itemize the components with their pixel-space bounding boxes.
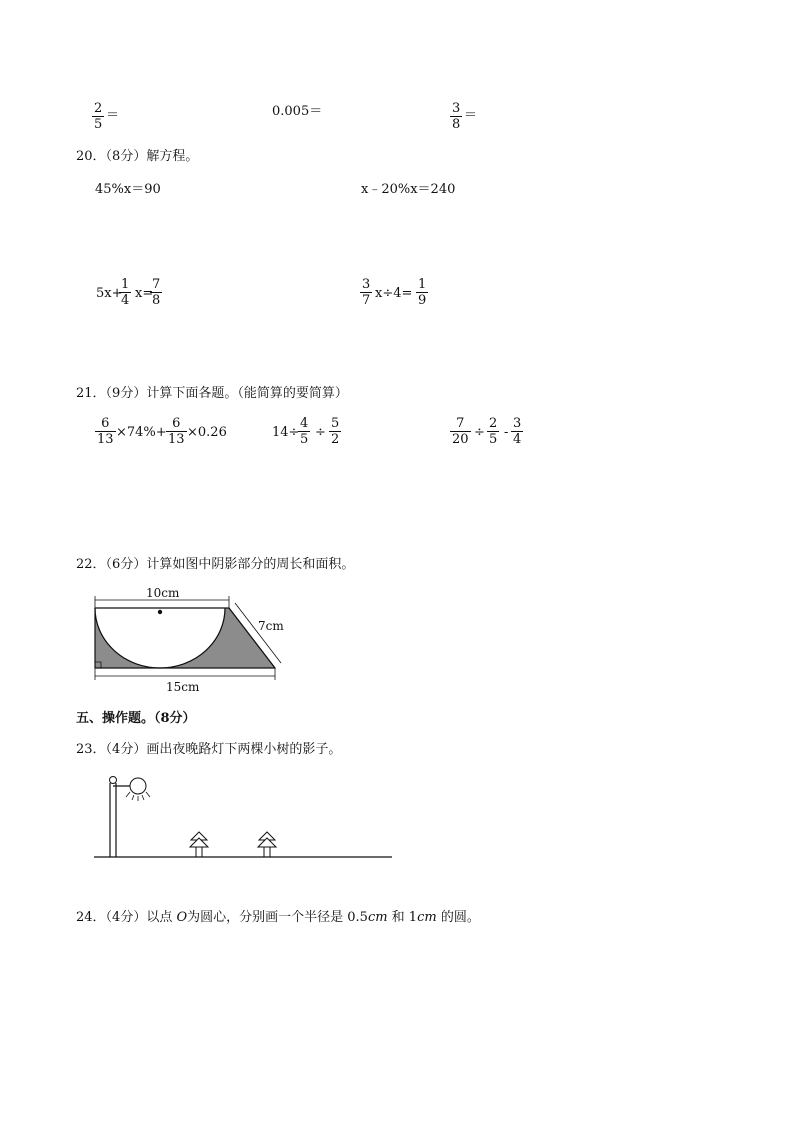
label-bottom: 15cm bbox=[166, 680, 200, 694]
lamp-bulb bbox=[130, 778, 146, 794]
question-23-title: 23．（4分）画出夜晚路灯下两棵小树的影子。 bbox=[76, 742, 342, 757]
equation-2: x﹣20%x＝240 bbox=[361, 182, 456, 197]
denominator: 2 bbox=[331, 432, 340, 447]
numerator: 6 bbox=[166, 416, 187, 432]
denominator: 4 bbox=[513, 432, 522, 447]
numerator: 2 bbox=[489, 416, 498, 431]
fraction-5-2 bbox=[329, 416, 341, 447]
eq4-middle: x÷4= bbox=[375, 286, 413, 301]
shaded-area-figure bbox=[80, 582, 320, 702]
fraction-1-9 bbox=[416, 277, 428, 308]
denominator: 5 bbox=[94, 117, 103, 132]
expr2-middle: ÷ bbox=[315, 425, 326, 440]
tree-2 bbox=[258, 832, 276, 857]
denominator: 5 bbox=[489, 432, 498, 447]
numerator: 5 bbox=[331, 416, 340, 431]
lamp-post-top bbox=[110, 777, 117, 784]
question-20-title: 20．（8分）解方程。 bbox=[76, 149, 199, 164]
unit-cm-2: cm bbox=[417, 910, 437, 925]
point-o-label: O bbox=[176, 910, 188, 925]
numerator: 7 bbox=[450, 416, 471, 432]
numerator: 3 bbox=[362, 277, 371, 292]
denominator: 4 bbox=[121, 293, 130, 308]
numerator: 3 bbox=[452, 101, 461, 116]
q24-middle: 为圆心，分别画一个半径是 0.5 bbox=[187, 910, 368, 925]
numerator: 2 bbox=[94, 101, 103, 116]
numerator: 4 bbox=[300, 416, 309, 431]
question-24-title bbox=[76, 910, 480, 926]
expr2-prefix: 14÷ bbox=[272, 425, 300, 440]
expression-0005: 0.005＝ bbox=[272, 104, 323, 119]
eq3-prefix: 5x+ bbox=[96, 286, 123, 301]
question-22-title: 22．（6分）计算如图中阴影部分的周长和面积。 bbox=[76, 557, 355, 572]
fraction-6-13 bbox=[166, 416, 187, 447]
expr1-suffix: ×0.26 bbox=[187, 425, 227, 440]
denominator: 7 bbox=[362, 293, 371, 308]
fraction-2-5 bbox=[487, 416, 499, 447]
numerator: 1 bbox=[121, 277, 130, 292]
section-5-title: 五、操作题。（8分） bbox=[76, 711, 196, 726]
eq3-middle: x= bbox=[135, 286, 154, 301]
denominator: 20 bbox=[452, 432, 469, 447]
q24-suffix: 的圆。 bbox=[436, 910, 480, 925]
numerator: 3 bbox=[513, 416, 522, 431]
fraction-7-8 bbox=[150, 277, 162, 308]
fraction-4-5 bbox=[298, 416, 310, 447]
equals-sign: ＝ bbox=[464, 108, 478, 123]
streetlight-figure bbox=[90, 770, 395, 862]
fraction-3-4 bbox=[511, 416, 523, 447]
fraction-7-20 bbox=[450, 416, 471, 447]
denominator: 9 bbox=[418, 293, 427, 308]
numerator: 6 bbox=[95, 416, 116, 432]
numerator: 7 bbox=[152, 277, 161, 292]
fraction-6-13 bbox=[95, 416, 116, 447]
q24-middle-2: 和 1 bbox=[387, 910, 418, 925]
denominator: 5 bbox=[300, 432, 309, 447]
center-dot bbox=[158, 610, 162, 614]
expr1-middle: ×74%+ bbox=[116, 425, 167, 440]
denominator: 13 bbox=[97, 432, 114, 447]
fraction-3-7 bbox=[360, 277, 372, 308]
fraction-3-8 bbox=[450, 101, 462, 132]
equation-1: 45%x＝90 bbox=[95, 182, 161, 197]
expr3-minus: - bbox=[504, 425, 509, 440]
equals-sign: ＝ bbox=[106, 108, 120, 123]
label-side: 7cm bbox=[258, 619, 284, 633]
expr3-divide: ÷ bbox=[474, 425, 485, 440]
fraction-1-4 bbox=[119, 277, 131, 308]
question-21-title: 21．（9分）计算下面各题。（能简算的要简算） bbox=[76, 386, 348, 401]
fraction-2-5 bbox=[92, 101, 104, 132]
label-top: 10cm bbox=[146, 586, 180, 600]
denominator: 8 bbox=[452, 117, 461, 132]
q24-prefix: 24．（4分）以点 bbox=[76, 910, 177, 925]
denominator: 8 bbox=[152, 293, 161, 308]
tree-1 bbox=[190, 832, 208, 857]
denominator: 13 bbox=[168, 432, 185, 447]
unit-cm-1: cm bbox=[367, 910, 388, 925]
numerator: 1 bbox=[418, 277, 427, 292]
